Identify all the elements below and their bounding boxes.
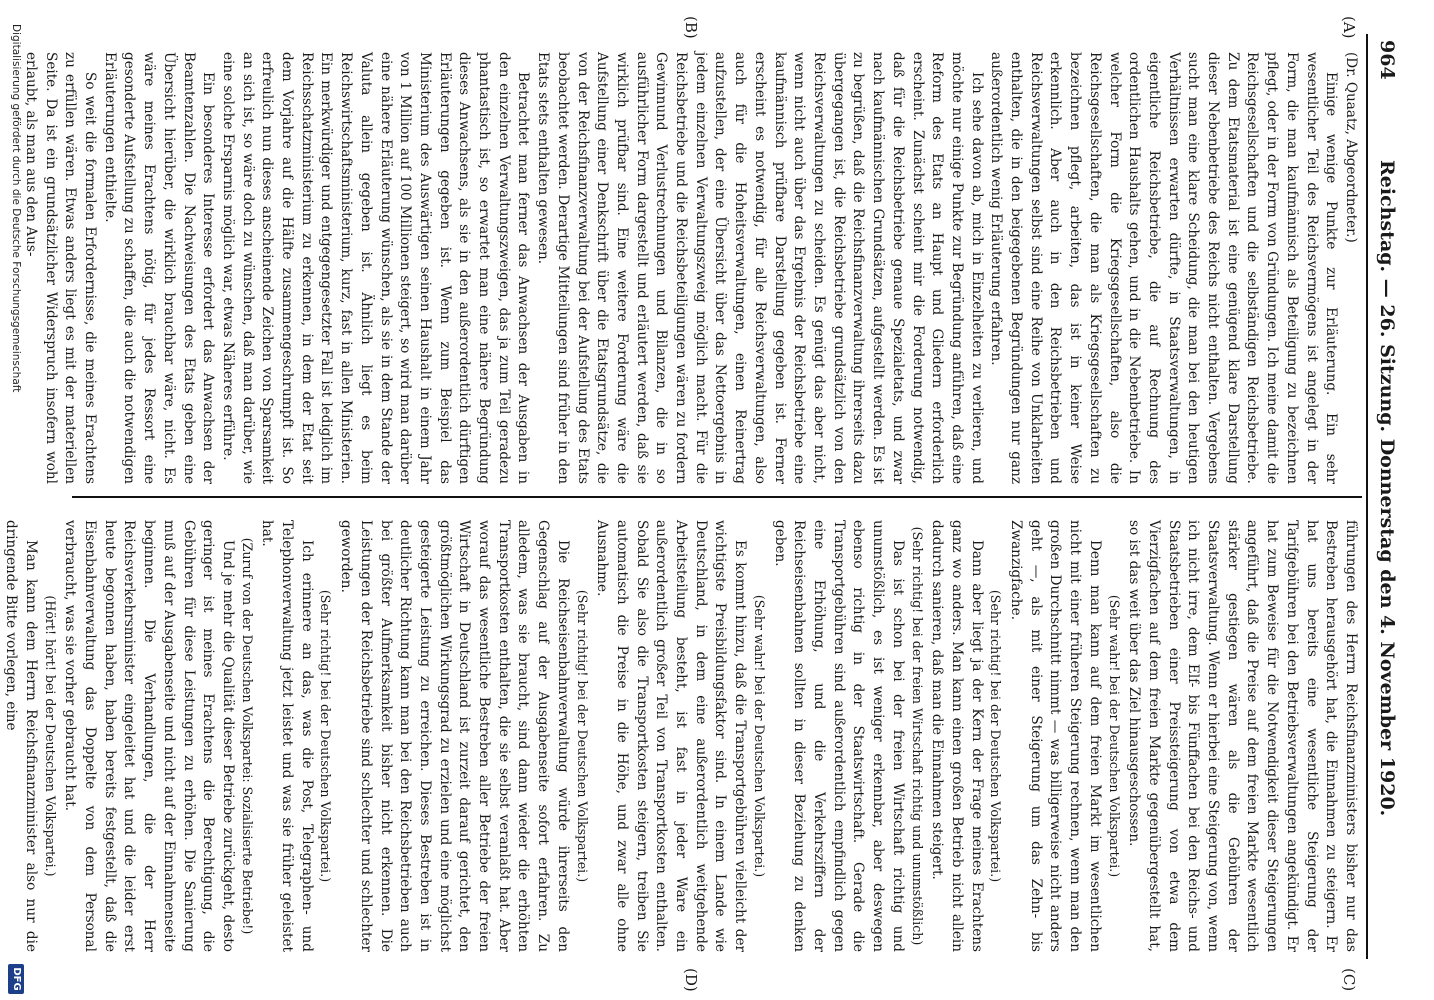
- left-column: [22, 52, 1360, 484]
- digitization-footer: [4, 0, 24, 1000]
- header-title: Reichstag. — 26. Sitzung. Donnerstag den 4. November 1920.: [1376, 160, 1398, 817]
- interjection: (Zuruf von der Deutschen Volkspartei: Sozialisierte Betriebe!): [239, 537, 255, 935]
- paragraph: Es kommt hinzu, daß die Transportgebühren vielleicht der wichtigste Preisbildungsfaktor sind. In einem Lande wie Deutschland, in dem eine außerordentlich weitgehende Arbeitsteilung besteht, ist fast in jeder Ware ein außerordentlich großer Teil von Transportkosten enthalten. Sobald Sie also die Transportkosten steigern, treiben Sie automatisch die Preise in die Höhe, und zwar alle ohne Ausnahme.: [594, 520, 749, 952]
- interjection: (Sehr richtig! bei der Deutschen Volkspartei.): [318, 589, 334, 883]
- interjection: (Sehr richtig! bei der Deutschen Volkspartei.): [574, 589, 590, 883]
- page-number: 964: [1376, 40, 1398, 80]
- paragraph: Dann aber liegt ja der Kern der Frage meines Erachtens ganz wo anders. Man kann einen großen Betrieb nicht allein dadurch sanieren, daß man die Einnahmen steigert.: [929, 520, 985, 952]
- margin-mark-d: (D): [682, 968, 700, 992]
- paragraph: Ich sehe davon ab, mich in Einzelheiten zu verlieren, und möchte nur einige Punkte zur Begründung anführen, daß eine Reform des Etats an Haupt und Gliedern erforderlich erscheint. Zunächst scheint mir die Forderung notwendig, daß für die Reichsbetriebe genaue Spezialetats, und zwar nach kaufmännischen Grundsätzen, aufgestellt werden. Es ist zu begrüßen, daß die Reichsfinanzverwaltung ihrerseits dazu übergegangen ist, die Reichsbetriebe grundsätzlich von den Reichsverwaltungen zu scheiden. Es genügt das aber nicht, wenn nicht auch über das Ergebnis der Reichsbetriebe eine kaufmännisch prüfbare Darstellung gegeben ist. Ferner erscheint es notwendig, für alle Reichsverwaltungen, also auch für die Hoheitsverwaltungen, einen Reinertrag aufzustellen, der eine Übersicht über das Nettoergebnis in jedem einzelnen Verwaltungszweig möglich macht. Für die Reichsbetriebe und die Reichsbeteiligungen wären zu fordern Gewinnund Verlustrechnungen und Bilanzen, die in so ausführlicher Form dargestellt und erläutert werden, daß sie wirklich prüfbar sind. Eine weitere Forderung wäre die Aufstellung einer Denkschrift über die Etatsgrundsätze, die von der Reichsfinanzverwaltung bei der Aufstellung des Etats beobachtet werden. Derartige Mitteilungen sind früher in den Etats stets enthalten gewesen.: [535, 52, 985, 484]
- paragraph: führungen des Herrn Reichsfinanzministers bisher nur das Bestreben herausgehört hat, die Einnahmen zu steigern. Er hat uns bereits eine wesentliche Steigerung der Tarifgebühren bei den Betriebsverwaltungen angekündigt. Er hat zum Beweise für die Notwendigkeit dieser Steigerungen angeführt, daß die Preise auf dem freien Markte wesentlich stärker gestiegen wären als die Gebühren der Staatsverwaltung. Wenn er hierbei eine Steigerung von, wenn ich nicht irre, dem Elf- bis Fünffachen bei den Reichs- und Staatsbetrieben einer Preissteigerung von etwa dem Vierzigfachen auf dem freien Markte gegenübergestellt hat, so ist das weit über das Ziel hinausgeschossen.: [1126, 520, 1359, 952]
- margin-mark-c: (C): [1340, 968, 1358, 992]
- interjection: (Sehr wahr! bei der Deutschen Volkspartei.): [1106, 594, 1122, 878]
- paragraph: Man kann dem Herrn Reichsfinanzminister also nur die dringende Bitte vorlegen, eine: [3, 520, 39, 952]
- speaker-line: (Dr. Quaatz, Abgeordneter.): [1343, 52, 1359, 243]
- paragraph: So weit die formalen Erfordernisse, die meines Erachtens zu erfüllen wären. Etwas anders liegt es mit der materiellen Seite. Da ist ein grundsätzlicher Widerspruch insofern wohl erlaubt, als man aus den Aus-: [22, 52, 98, 484]
- paragraph: Ich erinnere an das, was die Post, Telegraphen- und Telephonverwaltung jetzt leistet und was sie früher geleistet hat.: [259, 520, 315, 952]
- column-divider: [72, 496, 1362, 498]
- paragraph: Ein besonderes Interesse erfordert das Anwachsen der Beamtenzahlen. Die Nachweisungen des Etats geben eine Übersicht hierüber, die wirklich brauchbar wäre, nicht. Es wäre meines Erachtens nötig, für jedes Ressort eine gesonderte Aufstellung zu schaffen, die auch die notwendigen Erläuterungen enthielte.: [101, 52, 217, 484]
- paragraph: Das ist schon bei der freien Wirtschaft richtig und unumstößlich, es ist weniger erkennbar, aber deswegen ebenso richtig in der Staatswirtschaft. Gerade die Transportgebühren sind außerordentlich empfindlich gegen eine Erhöhung, und die Verkehrsziffern der Reichseisenbahnen sollten in dieser Beziehung zu denken geben.: [771, 520, 906, 952]
- paragraph: Betrachtet man ferner das Anwachsen der Ausgaben in den einzelnen Verwaltungszweigen, das ja zum Teil geradezu phantastisch ist, so erwartet man eine nähere Begründung dieses Anwachsens, als sie in den außerordentlich dürftigen Erläuterungen gegeben ist. Wenn zum Beispiel das Ministerium des Auswärtigen seinen Haushalt in einem Jahr von 1 Million auf 100 Millionen steigert, so wird man darüber eine nähere Erläuterung wünschen, als sie in dem Stande der Valuta allein gegeben ist. Ähnlich liegt es beim Reichswirtschaftsministerium, kurz, fast in allen Ministerien. Ein merkwürdiger und entgegengesetzter Fall ist lediglich im Reichsschatzministerium zu erkennen, in dem der Etat seit dem Vorjahre auf die Hälfte zusammengeschrumpft ist. So erfreulich nun dieses anscheinende Zeichen von Sparsamkeit an sich ist, so wäre doch zu wünschen, daß man darüber, wie eine solche Ersparnis möglich war, etwas Näheres erführe.: [219, 52, 532, 484]
- margin-mark-b: (B): [682, 16, 700, 39]
- paragraph: Und je mehr die Qualität dieser Betriebe zurückgeht, desto geringer ist meines Erachtens die Berechtigung, die Gebühren für diese Leistungen zu erhöhen. Die Sanierung muß auf der Ausgabenseite und nicht auf der Einnahmenseite beginnen. Die Verhandlungen, die der Herr Reichsverkehrsminister eingeleitet hat und die leider erst heute begonnen haben, haben bereits festgestellt, daß die Eisenbahnverwaltung das Doppelte von dem Personal verbraucht, was sie vorher gebraucht hat.: [62, 520, 236, 952]
- paragraph: Einige wenige Punkte zur Erläuterung. Ein sehr wesentlicher Teil des Reichsvermögens ist angelegt in der Form, die man kaufmännisch als Beteiligung zu bezeichnen pflegt, oder in der Form von Gründungen. Ich meine damit die Reichsgesellschaften und die selbständigen Reichsbetriebe. Zu dem Etatsmaterial ist eine genügend klare Darstellung dieser Nebenbetriebe des Reichs nicht enthalten. Vergebens sucht man eine klare Scheidung, die man bei den heutigen Verhältnissen erwarten dürfte, in Staatsverwaltungen, in eigentliche Reichsbetriebe, die auf Rechnung des ordentlichen Haushalts gehen, und in die Nebenbetriebe. In welcher Form die Kriegsgesellschaften, also die Reichsgesellschaften, die man als Kriegsgesellschaften zu bezeichnen pflegt, arbeiten, das ist in keiner Weise erkennlich. Aber auch in den Reichsbetrieben und Reichsverwaltungen selbst sind eine Reihe von Unklarheiten enthalten, die in den beigegebenen Begründungen nur ganz außerordentlich wenig Erläuterung erfahren.: [988, 52, 1340, 484]
- paragraph: Die Reichseisenbahnverwaltung würde ihrerseits den Gegenschlag auf der Ausgabenseite sofort erfahren. Zu alledem, was sie braucht, sind dann wieder die erhöhten Transportkosten enthalten, die sie selbst veranlaßt hat. Aber worauf das wesentliche Bestreben aller Betriebe der freien Wirtschaft in Deutschland ist zurzeit darauf gerichtet, den größtmöglichen Wirkungsgrad zu erzielen und eine möglichst gesteigerte Leistung zu erreichen. Dieses Bestreben ist in deutlicher Richtung kann man bei den Reichsbetrieben auch bei größter Aufmerksamkeit bisher nicht erkennen. Die Leistungen der Reichsbetriebe sind schlechter und schlechter geworden.: [338, 520, 571, 952]
- header-rule: [1366, 34, 1368, 959]
- dfg-logo: DFG: [8, 964, 24, 994]
- running-header: [1370, 40, 1398, 950]
- margin-mark-a: (A): [1340, 16, 1358, 39]
- funding-note: Digitalisierung gefördert durch die Deutsche Forschungsgemeinschaft: [10, 24, 22, 393]
- paragraph: Denn man kann auf dem freien Markt im wesentlichen nicht mit einer früheren Steigerung rechnen, wenn man den großen Durchschnitt nimmt — was billigerweise nicht anders geht —, als mit einer Steigerung um das Zehn- bis Zwanzigfache.: [1008, 520, 1103, 952]
- interjection: (Sehr richtig! bei der Deutschen Volkspartei.): [988, 589, 1004, 883]
- right-column: [3, 520, 1360, 952]
- interjection: (Hört! hört! bei der Deutschen Volkspartei.): [42, 595, 58, 877]
- interjection: (Sehr richtig! bei der freien Wirtschaft richtig und unumstößlich): [909, 526, 925, 946]
- interjection: (Sehr wahr! bei der Deutschen Volkspartei.): [751, 594, 767, 878]
